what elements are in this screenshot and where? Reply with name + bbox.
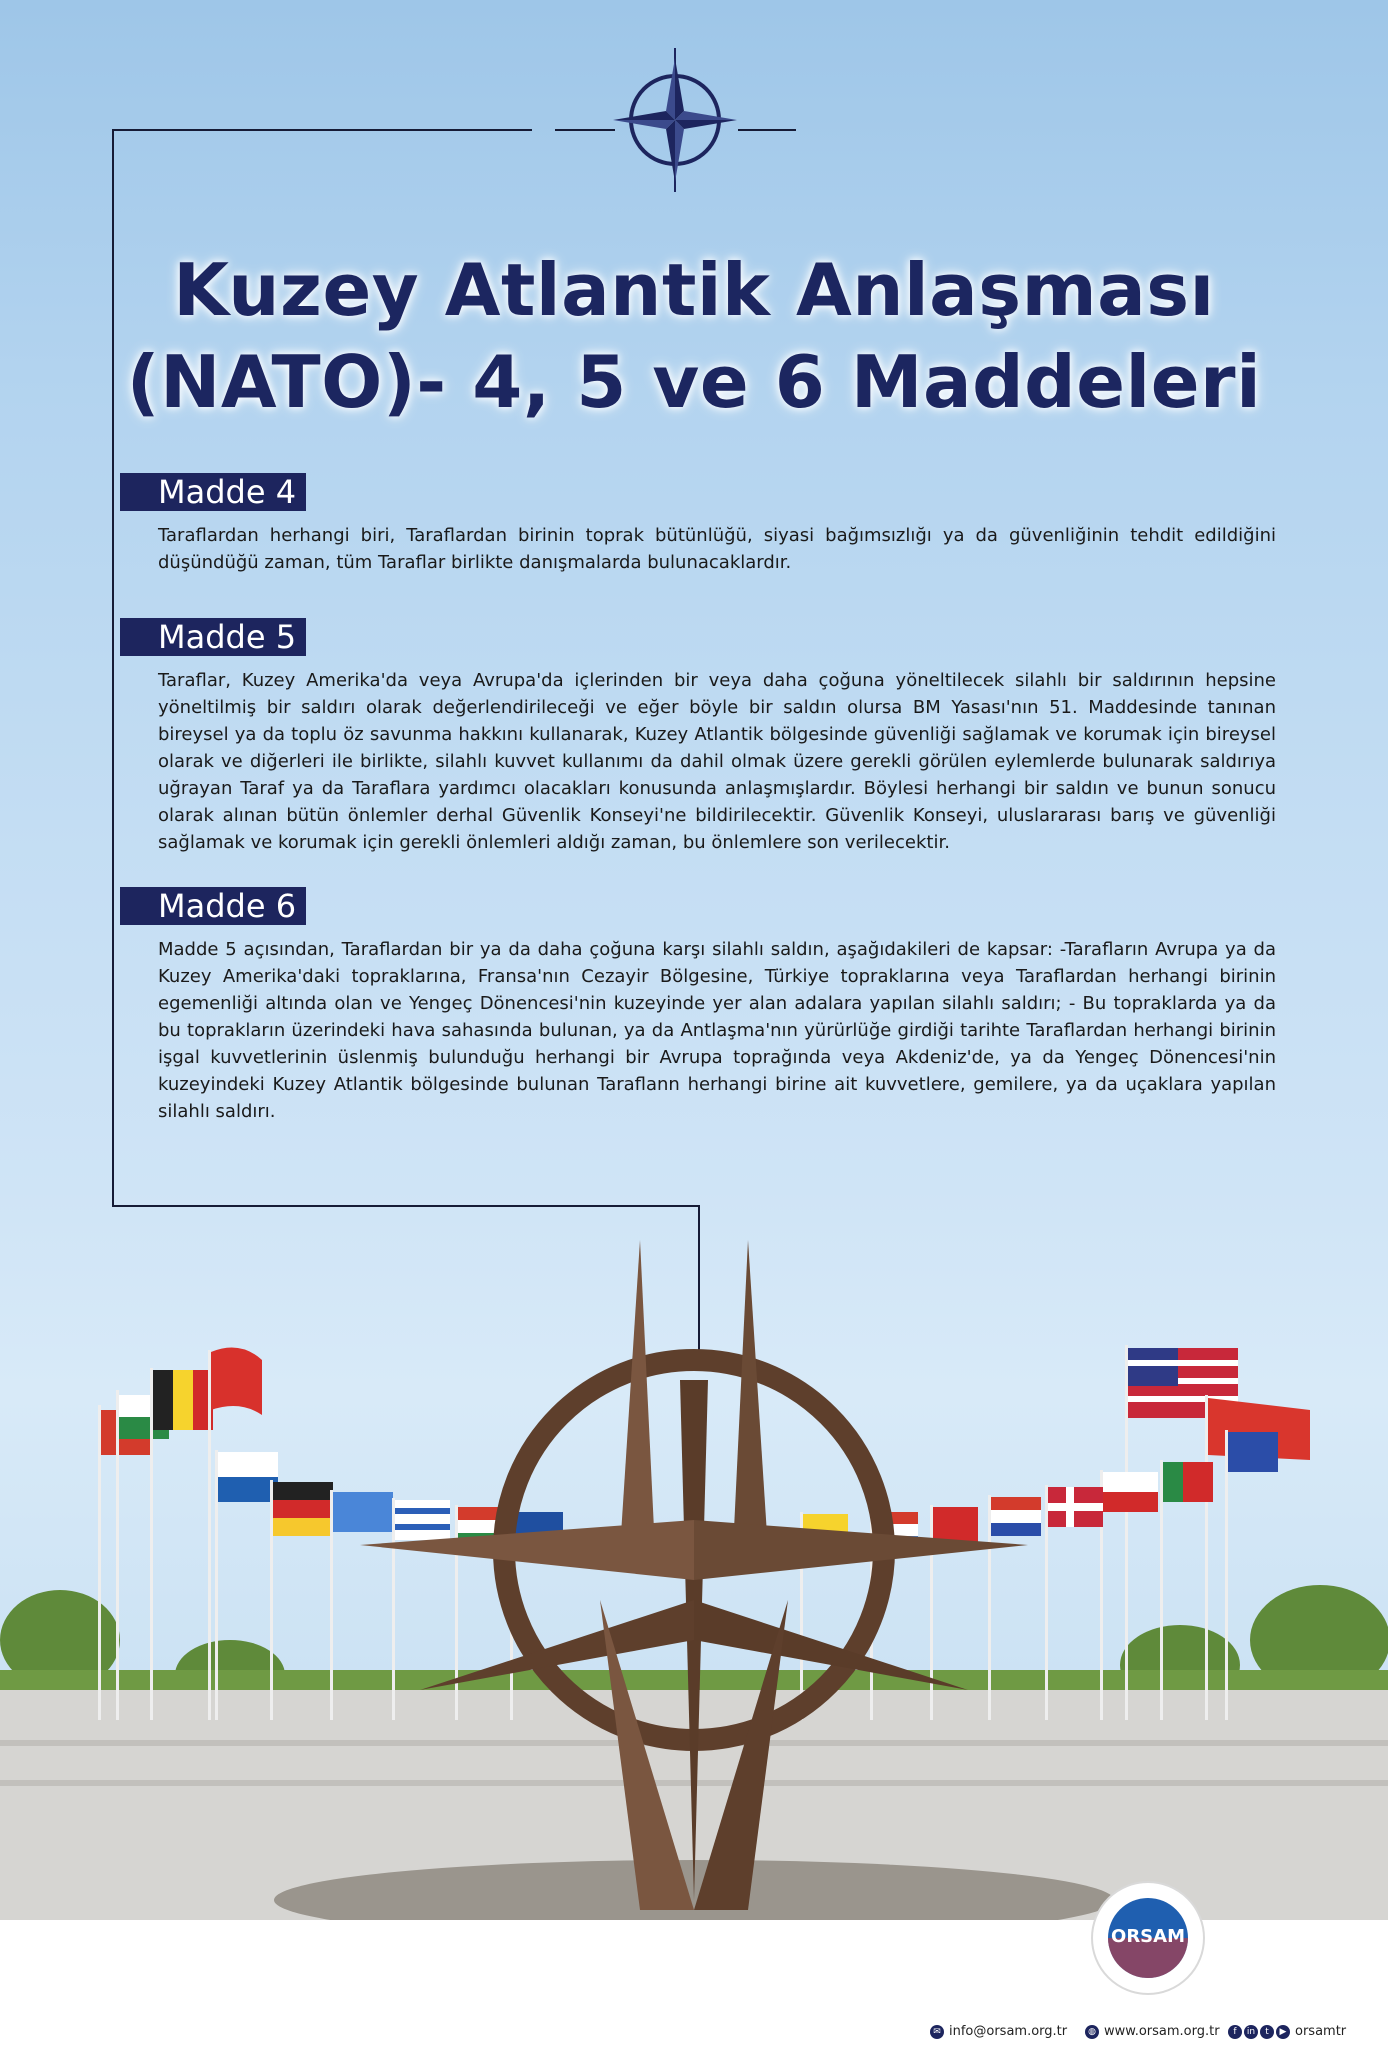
footer-email-text: info@orsam.org.tr xyxy=(949,2024,1068,2039)
flags-left xyxy=(98,1348,563,1721)
section-label-madde-5: Madde 5 xyxy=(120,618,306,656)
linkedin-icon[interactable]: in xyxy=(1244,2025,1258,2039)
section-text-madde-5: Taraflar, Kuzey Amerika'da veya Avrupa'da içlerinden bir veya daha çoğuna yöneltilecek silahlı bir saldırının hepsine yöneltilmiş bir saldırı olarak değerlendirileceği ve eğer böyle bir saldın olursa BM Yasası'nın 51. Maddesinde tanınan bireysel ya da toplu öz savunma hakkını kullanarak, Kuzey Atlantik bölgesinde güvenliği sağlamak ve korumak için bireysel olarak ve diğerleri ile birlikte, silahlı kuvvet kullanımı da dahil olmak üzere gerekli görülen eylemlerde bulunarak saldırıya uğrayan Taraf ya da Taraflara yardımcı olacakları konusunda anlaşmışlardır. Böylesi herhangi bir saldın ve bunun sonucu olarak alınan bütün önlemler derhal Güvenlik Konseyi'ne bildirilecektir. Güvenlik Konseyi, uluslararası barış ve güvenliği sağlamak ve korumak için gerekli önlemleri aldığı zaman, bu önlemlere son verilecektir. xyxy=(158,670,1276,853)
footer-social[interactable] xyxy=(1228,2023,1346,2041)
globe-icon: ◍ xyxy=(1085,2025,1099,2039)
email-icon: ✉ xyxy=(930,2025,944,2039)
facebook-icon[interactable]: f xyxy=(1228,2025,1242,2039)
title-line-2: (NATO)- 4, 5 ve 6 Maddeleri xyxy=(126,340,1262,424)
youtube-icon[interactable]: ▶ xyxy=(1276,2025,1290,2039)
section-text-madde-4: Taraflardan herhangi biri, Taraflardan birinin toprak bütünlüğü, siyasi bağımsızlığı ya da güvenliğinin tehdit edildiğini düşündüğü zaman, tüm Taraflar birlikte danışmalarda bulunacaklardır. xyxy=(158,525,1276,573)
frame-line-left xyxy=(112,129,114,1206)
footer-website-text: www.orsam.org.tr xyxy=(1104,2024,1220,2039)
nato-compass-icon xyxy=(600,45,750,195)
section-text-madde-6: Madde 5 açısından, Taraflardan bir ya da daha çoğuna karşı silahlı saldın, aşağıdakileri de kapsar: -Tarafların Avrupa ya da Kuzey Amerika'daki topraklarına, Fransa'nın Cezayir Bölgesine, Türkiye topraklarına veya Taraflardan herhangi birinin egemenliği altında olan ve Yengeç Dönencesi'nin kuzeyinde yer alan adalara yapılan silahlı saldırı; - Bu topraklarda ya da bu toprakların üzerindeki hava sahasında bulunan, ya da Antlaşma'nın yürürlüğe girdiği tarihte Taraflardan herhangi birinin işgal kuvvetlerinin üslenmiş bulunduğu herhangi bir Avrupa toprağında veya Akdeniz'de, ya da Yengeç Dönencesi'nin kuzeyindeki Kuzey Atlantik bölgesinde bulunan Taraflann herhangi birine ait kuvvetlere, gemilere, ya da uçaklara yapılan silahlı saldırı. xyxy=(158,939,1276,1122)
orsam-logo-text: ORSAM xyxy=(1111,1926,1185,1947)
section-label-madde-6: Madde 6 xyxy=(120,887,306,925)
section-label-madde-4: Madde 4 xyxy=(120,473,306,511)
page-title xyxy=(120,244,1268,428)
footer-social-handle: orsamtr xyxy=(1295,2024,1347,2039)
twitter-icon[interactable]: t xyxy=(1260,2025,1274,2039)
title-line-1: Kuzey Atlantik Anlaşması xyxy=(173,248,1215,332)
frame-line-top xyxy=(112,129,532,131)
frame-line-bottom xyxy=(112,1205,700,1207)
footer-website[interactable] xyxy=(1085,2023,1220,2041)
nato-headquarters-photo xyxy=(0,1220,1388,1920)
footer-email[interactable] xyxy=(930,2023,1067,2041)
